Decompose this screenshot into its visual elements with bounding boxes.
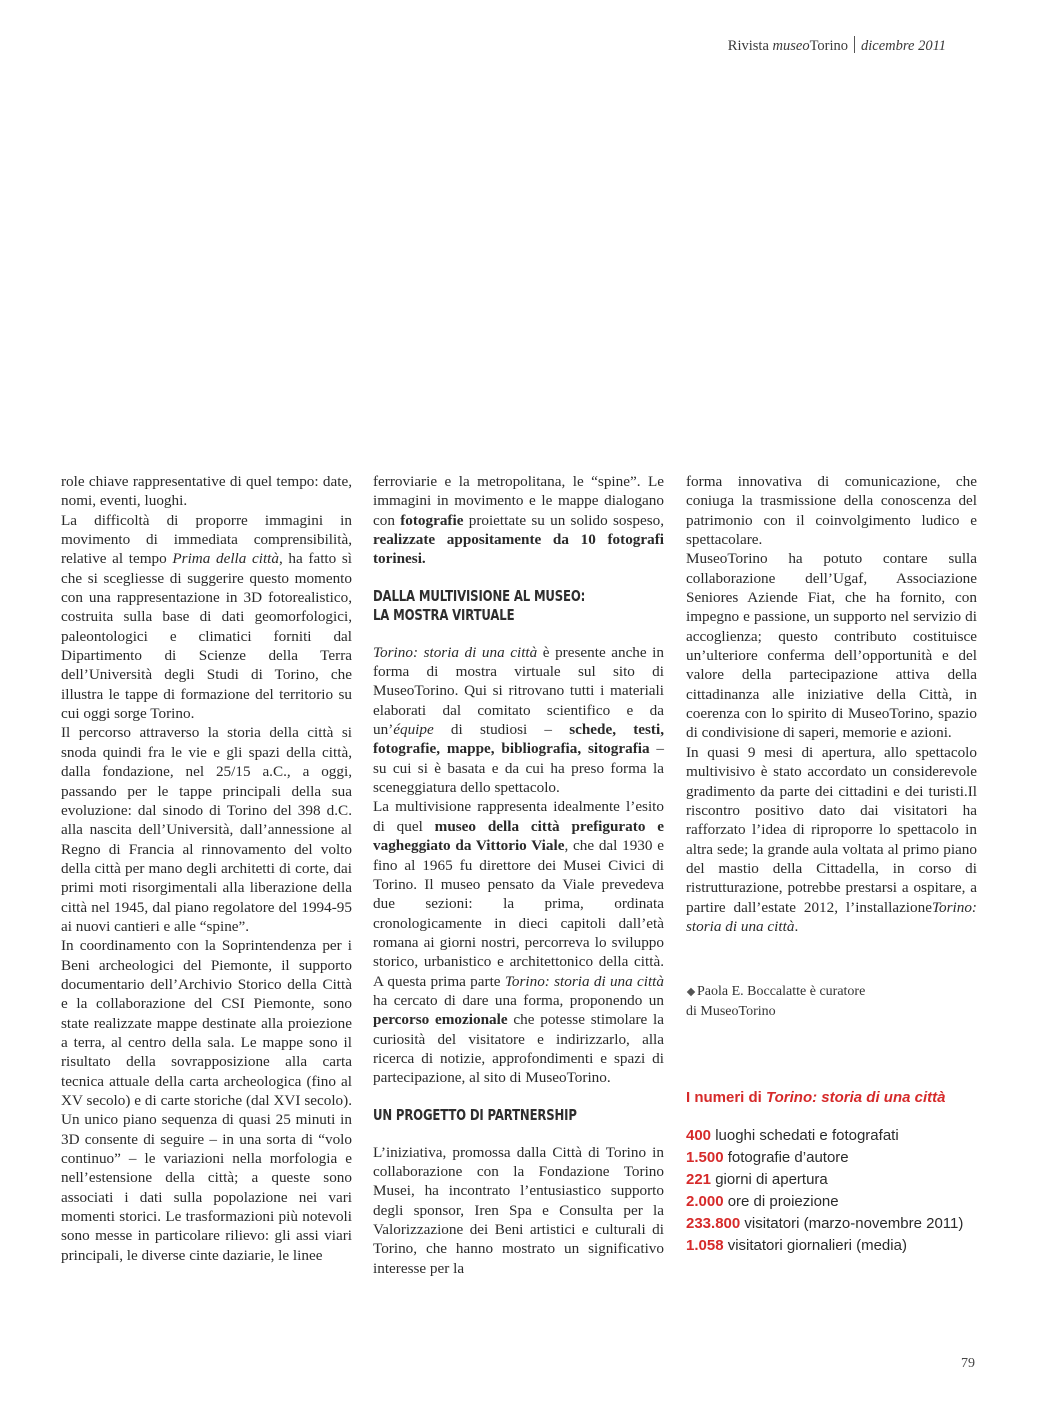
stat-number: 233.800 xyxy=(686,1215,741,1233)
stat-number: 1.058 xyxy=(686,1237,724,1255)
stat-number: 400 xyxy=(686,1127,712,1145)
stat-label: ore di proiezione xyxy=(723,1193,839,1211)
stat-item xyxy=(686,1213,977,1235)
paragraph: La multivisione rappresenta idealmente l’esito di quel museo della città prefigurato e vagheggiato da Vittorio Viale, che dal 1930 e fino al 1965 fu direttore dei Musei Civici di Torino. Il museo pensato da Viale prevedeva due sezioni: la prima, ordinata cronologicamente in dieci capitoli dall’età romana ai giorni nostri, percorreva lo sviluppo storico, urbanistico e architettonico della città. A questa prima parte Torino: storia di una città ha cercato di dare una forma, proponendo un percorso emozionale che potesse stimolare la curiosità del visitatore e indirizzarlo, alla ricerca di notizie, approfondimenti e spazi di partecipazione, al sito di MuseoTorino. xyxy=(373,798,665,1087)
paragraph: Torino: storia di una città è presente anche in forma di mostra virtuale sul sito di MuseoTorino. Qui si ritrovano tutti i materiali elaborati dal comitato scientifico e da un’équipe di studiosi – schede, testi, fotografie, mappe, bibliografia, sitografia – su cui si è basata e da cui ha preso forma la sceneggiatura dello spettacolo. xyxy=(373,643,665,797)
stat-label: luoghi schedati e fotografati xyxy=(711,1127,899,1145)
column-2 xyxy=(373,472,664,1278)
paragraph: In quasi 9 mesi di apertura, allo spettacolo multivisivo è stato accordato un considerevole gradimento da parte dei cittadini e dei turisti.Il riscontro positivo dato dai visitatori ha rafforzato l’idea di riproporre lo spettacolo in altra sede; la grande aula voltata al primo piano del mastio della Cittadella, in corso di ristrutturazione, potrebbe prestarsi a ospitare, a partire dall’estate 2012, l’installazioneTorino: storia di una città. xyxy=(686,743,977,935)
paragraph: L’iniziativa, promossa dalla Città di Torino in collaborazione con la Fondazione Torino Musei, ha incontrato l’entusiastico supporto degli sponsor, Iren Spa e Consulta per la Valorizzazione dei Beni artistici e culturali di Torino, che hanno mostrato un significativo interesse per la xyxy=(373,1143,664,1277)
stat-label: giorni di apertura xyxy=(711,1171,828,1189)
stat-item xyxy=(686,1235,977,1257)
stat-label: visitatori (marzo-novembre 2011) xyxy=(740,1215,964,1233)
paragraph: La difficoltà di proporre immagini in movimento di immediata comprensibilità, relative al tempo Prima della città, ha fatto sì che si scegliesse di suggerire questo momento con una rappresentazione in 3D fotorealistico, costruita sulla base di dati geomorfologici, paleontologici e climatici forniti dal Dipartimento di Scienze della Terra dell’Università degli Studi di Torino, che illustra le tappe di formazione del territorio su cui oggi sorge Torino. xyxy=(61,511,352,723)
stat-number: 221 xyxy=(686,1171,712,1189)
section-heading: DALLA MULTIVISIONE AL MUSEO: xyxy=(373,586,586,605)
stat-item xyxy=(686,1191,977,1213)
paragraph: Il percorso attraverso la storia della città si snoda quindi fra le vie e gli spazi della città, dalla fondazione, nel 25/15 a.C., a oggi, passando per le tappe principali della sua evoluzione: dal sinodo di Torino del 398 d.C. alla nascita dell’Università, dall’annessione al Regno di Francia al rinnovamento del volto della città per mano degli architetti di corte, dai primi moti risorgimentali alla liberazione della città nel 1945, dal piano regolatore del 1994-95 ai nuovi cantieri e alle “spine”. xyxy=(61,724,352,935)
stat-item xyxy=(686,1169,977,1191)
stats-list xyxy=(686,1125,977,1257)
stats-box-title: I numeri di Torino: storia di una città xyxy=(686,1089,946,1107)
paragraph: forma innovativa di comunicazione, che coniuga la trasmissione della conoscenza del patrimonio con il coinvolgimento ludico e spettacolare. xyxy=(686,473,977,549)
paragraph: In coordinamento con la Soprintendenza per i Beni archeologici del Piemonte, il supporto documentario dell’Archivio Storico della Città e la collaborazione del CSI Piemonte, sono state realizzate mappe destinate alla proiezione a terra, al centro della sala. Le mappe sono il risultato della sovrapposizione alla carta tecnica attuale della carta archeologica (fino al XV secolo) e di carte storiche (dal XVI secolo). Un unico piano sequenza di quasi 25 minuti in 3D consente di seguire – in una sorta di “volo continuo” – le variazioni nella morfologia e nell’estensione della città; a queste sono associati i dati sulla popolazione nei vari momenti storici. Le trasformazioni più notevoli sono messe in particolare rilievo: gli assi viari principali, le diverse cinte daziarie, le linee xyxy=(61,937,352,1264)
issue-date: dicembre 2011 xyxy=(861,38,946,54)
section-heading: LA MOSTRA VIRTUALE xyxy=(373,605,515,624)
author-note: Paola E. Boccalatte è curatore di MuseoTorino xyxy=(686,984,866,1020)
stat-item xyxy=(686,1147,977,1169)
stat-label: fotografie d’autore xyxy=(723,1149,849,1167)
section-heading: UN PROGETTO DI PARTNERSHIP xyxy=(373,1105,577,1124)
running-header xyxy=(728,36,946,55)
page-number: 79 xyxy=(961,1356,975,1371)
paragraph: role chiave rappresentative di quel tempo: date, nomi, eventi, luoghi. xyxy=(61,473,352,510)
magazine-name: Rivista museoTorino xyxy=(727,38,849,54)
stat-item xyxy=(686,1125,977,1147)
column-3 xyxy=(686,472,977,1257)
stat-number: 1.500 xyxy=(686,1149,724,1167)
paragraph: ferroviarie e la metropolitana, le “spine”. Le immagini in movimento e le mappe dialogano con fotografie proiettate su un solido sospeso, realizzate appositamente da 10 fotografi torinesi. xyxy=(373,473,664,568)
header-divider xyxy=(854,36,855,53)
paragraph: MuseoTorino ha potuto contare sulla collaborazione dell’Ugaf, Associazione Seniores Aziende Fiat, che ha fornito, con impegno e passione, un supporto nel servizio di accoglienza; questo contributo costituisce un’ulteriore conferma dell’opportunità e del valore della partecipazione attiva della cittadinanza alle iniziative della Città, in coerenza con lo spirito di MuseoTorino, spazio di condivisione di saperi, memorie e azioni. xyxy=(686,550,977,742)
stat-number: 2.000 xyxy=(686,1193,724,1211)
diamond-bullet-icon xyxy=(687,987,695,995)
column-1 xyxy=(61,472,352,1265)
stat-label: visitatori giornalieri (media) xyxy=(723,1237,907,1255)
